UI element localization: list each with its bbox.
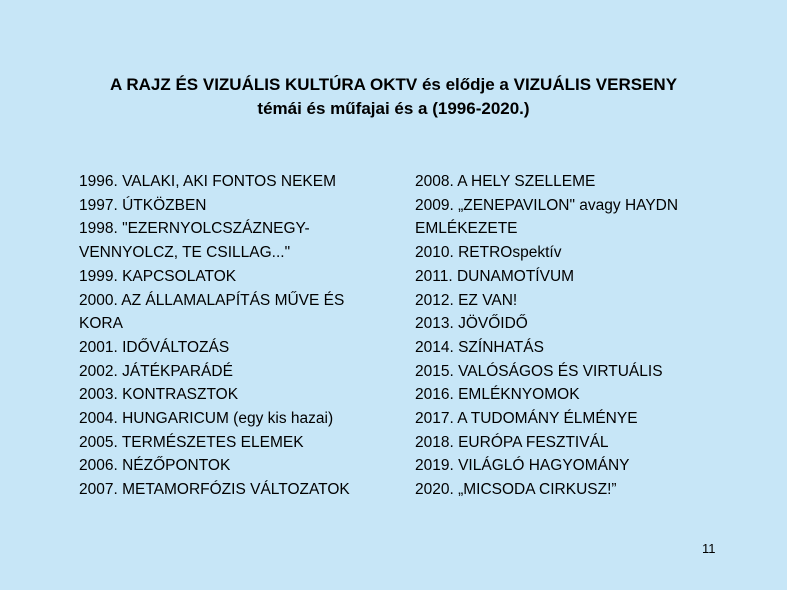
right-column-list [415,170,715,502]
list-item: 2014. SZÍNHATÁS [415,338,544,356]
list-item: 1998. "EZERNYOLCSZÁZNEGY- [79,220,310,238]
page-number: 11 [702,541,716,556]
list-item: 2020. „MICSODA CIRKUSZ!” [415,481,617,499]
list-item: 2010. RETROspektív [415,244,562,262]
slide-title-line-2: témái és műfajai és a (1996-2020.) [257,99,530,118]
list-item: 2006. NÉZŐPONTOK [79,457,231,475]
slide-title-line-1: A RAJZ ÉS VIZUÁLIS KULTÚRA OKTV és elődje a VIZUÁLIS VERSENY [109,75,678,94]
list-item: 1997. ÚTKÖZBEN [79,196,207,214]
list-item: 2000. AZ ÁLLAMALAPÍTÁS MŰVE ÉS [79,291,345,309]
list-item: 2005. TERMÉSZETES ELEMEK [79,433,304,451]
slide-title [40,73,747,121]
list-item: 2018. EURÓPA FESZTIVÁL [415,433,609,451]
list-item: 1999. KAPCSOLATOK [79,267,237,285]
list-item: 2019. VILÁGLÓ HAGYOMÁNY [415,457,630,475]
list-item: EMLÉKEZETE [415,220,518,238]
left-column-list [79,170,379,502]
list-item: 2011. DUNAMOTÍVUM [415,267,575,285]
list-item: 2007. METAMORFÓZIS VÁLTOZATOK [79,481,350,499]
list-item: KORA [79,315,123,333]
list-item: VENNYOLCZ, TE CSILLAG..." [79,244,291,262]
list-item: 2004. HUNGARICUM (egy kis hazai) [79,410,334,428]
list-item: 2002. JÁTÉKPARÁDÉ [79,362,233,380]
list-item: 2013. JÖVŐIDŐ [415,315,528,333]
list-item: 2016. EMLÉKNYOMOK [415,386,580,404]
list-item: 2001. IDŐVÁLTOZÁS [79,338,230,356]
list-item: 1996. VALAKI, AKI FONTOS NEKEM [79,173,336,190]
list-item: 2012. EZ VAN! [415,291,518,309]
list-item: 2008. A HELY SZELLEME [415,173,596,190]
list-item: 2017. A TUDOMÁNY ÉLMÉNYE [415,410,638,428]
list-item: 2015. VALÓSÁGOS ÉS VIRTUÁLIS [415,362,663,380]
list-item: 2003. KONTRASZTOK [79,386,239,404]
list-item: 2009. „ZENEPAVILON" avagy HAYDN [415,196,679,214]
